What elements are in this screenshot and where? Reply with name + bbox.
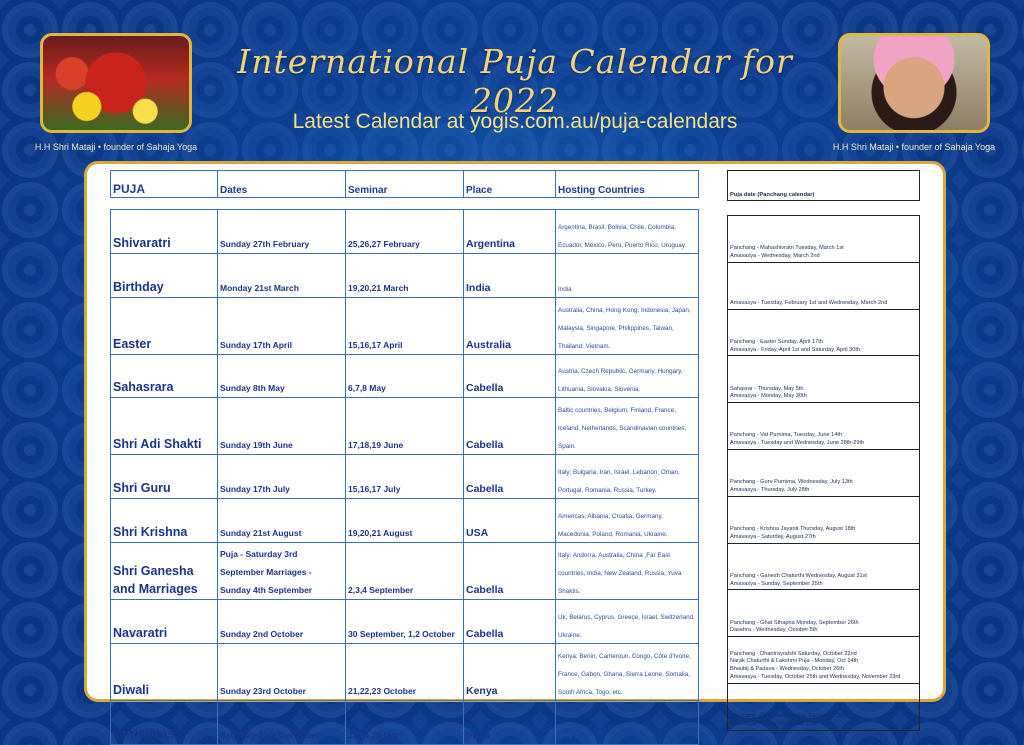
place-cell: Cabella xyxy=(466,627,504,640)
hosting-cell: India xyxy=(558,285,572,293)
panchang-row xyxy=(728,543,920,590)
panchang-row xyxy=(728,403,920,450)
table-row xyxy=(111,700,699,744)
header-place: Place xyxy=(464,171,556,198)
panchang-line: Narak Chaturthi & Lakshmi Puja - Monday, Oct 24th xyxy=(730,658,859,665)
seminar-cell: 19,20,21 August xyxy=(348,527,413,538)
table-header-row xyxy=(111,171,699,198)
panchang-line: Amavasya - Tuesday, October 25th and Wednesday, November 23rd xyxy=(730,674,901,681)
table-row xyxy=(111,542,699,599)
table-row xyxy=(111,398,699,455)
hosting-cell: Baltic countries, Belgium, Finland, France, Iceland, Netherlands, Scandinavian countries, Spain. xyxy=(558,407,687,451)
seminar-cell: 6,7,8 May xyxy=(348,383,386,394)
place-cell: Cabella xyxy=(466,483,504,496)
photo-left xyxy=(40,33,192,133)
table-row xyxy=(111,210,699,254)
panchang-line: Panchang - Easter Sunday, April 17th xyxy=(730,338,823,345)
panchang-line: Panchang - Vat Purnima, Tuesday, June 14th xyxy=(730,432,843,439)
dates-cell: Sunday 19th June xyxy=(220,440,293,451)
dates-cell: Monday 21st March xyxy=(220,282,299,293)
seminar-cell: 23,24,25 Dec xyxy=(348,729,400,740)
puja-cell: Shri Guru xyxy=(113,481,171,496)
panchang-line: Amavasya - Friday, April 1st and Saturday, April 30th xyxy=(730,346,861,353)
seminar-cell: 2,3,4 September xyxy=(348,584,414,595)
header-hosting: Hosting Countries xyxy=(556,171,699,198)
puja-cell: Shri Ganesha and Marriages xyxy=(113,563,198,596)
hosting-cell: Americas, Albania, Croatia, Germany, Macedonia, Poland, Romania, Ukraine. xyxy=(558,512,668,538)
seminar-cell: 30 September, 1,2 October xyxy=(348,628,455,639)
hosting-cell: Kenya; Benin, Cameroun, Congo, Côte d'Ivoire, France, Gabon, Ghana, Sierra Leone, Somalia, South Africa, Togo, etc. xyxy=(558,652,691,696)
place-cell: Argentina xyxy=(466,237,516,250)
panchang-line: Amavasya - Sunday, September 25th xyxy=(730,580,823,587)
panchang-line: Sahasrar - Thursday, May 5th xyxy=(730,385,804,392)
puja-cell: Easter xyxy=(113,336,152,351)
dates-cell: Sunday 17th April xyxy=(220,339,292,350)
table-row xyxy=(111,499,699,543)
hosting-cell: Argentina, Brasil, Bolivia, Chile, Colombia, Ecuador, México, Perú, Puerto Rico, Uruguay. xyxy=(558,223,687,249)
panchang-line: Panchang - Ghat Sthapna Monday, September 26th xyxy=(730,619,859,626)
dates-cell: Sunday 23rd October xyxy=(220,685,306,696)
header-dates: Dates xyxy=(218,171,346,198)
hosting-cell: Italy; Bulgaria, Iran, Israel, Lebanon, Oman, Portugal, Romania, Russia, Turkey. xyxy=(558,469,680,495)
page-title: International Puja Calendar for 2022 xyxy=(237,42,793,120)
panchang-line: Amavasya - Monday, May 30th xyxy=(730,393,807,400)
place-cell: India xyxy=(466,281,491,294)
dates-cell: Sunday 2nd October xyxy=(220,628,304,639)
puja-cell: Sahasrara xyxy=(113,380,174,395)
seminar-cell: 25,26,27 February xyxy=(348,238,420,249)
place-cell: Australia xyxy=(466,338,511,351)
panchang-line: Bhaubij & Padava - Wednesday, October 26th xyxy=(730,666,844,673)
panchang-header-row xyxy=(728,171,920,201)
place-cell: Kenya xyxy=(466,684,498,697)
puja-cell: Navaratri xyxy=(113,625,168,640)
dates-cell: Puja - Saturday 3rd September Marriages - Sunday 4th September xyxy=(220,548,313,595)
panchang-gap xyxy=(728,201,920,216)
hosting-cell: Australia, China, Hong Kong, Indonesia, Japan, Malaysia, Singapore, Philippines, Taiwan, Thailand, Vietnam. xyxy=(558,306,691,350)
table-row xyxy=(111,297,699,354)
place-cell: USA xyxy=(466,526,489,539)
dates-cell: Sunday 27th February xyxy=(220,238,310,249)
panchang-line: Panchang - Ganesh Chaturthi Wednesday, August 31st xyxy=(730,572,867,579)
header-puja: PUJA xyxy=(111,171,218,198)
table-row xyxy=(111,455,699,499)
panchang-row xyxy=(728,683,920,730)
puja-cell: Christmas xyxy=(113,726,175,741)
puja-cell: Shivaratri xyxy=(113,235,171,250)
header-seminar: Seminar xyxy=(346,171,464,198)
panchang-line: Panchang - Guru Purnima, Wednesday, July 13th xyxy=(730,479,853,486)
hosting-cell: Uk; Belarus, Cyprus, Greece, Israel, Switzerland, Ukraine. xyxy=(558,613,695,639)
panchang-row xyxy=(728,449,920,496)
panchang-line: Amavasya - Tuesday, February 1st and Wednesday, March 2nd xyxy=(730,299,888,306)
panchang-header: Puja date (Panchang calendar) xyxy=(728,171,920,201)
place-cell: India xyxy=(466,728,491,741)
panchang-row xyxy=(728,356,920,403)
place-cell: Cabella xyxy=(466,439,504,452)
panchang-line: Amavasya - Saturday, August 27th xyxy=(730,533,816,540)
panchang-row xyxy=(728,590,920,637)
panchang-row xyxy=(728,496,920,543)
panchang-table xyxy=(727,170,920,731)
hosting-cell: Italy; Andorra, Australia, China ,Far East countries, India, New Zealand, Russia, Yuva Shaktis. xyxy=(558,551,682,595)
puja-cell: Birthday xyxy=(113,279,164,294)
puja-cell: Diwali xyxy=(113,682,150,697)
seminar-cell: 19,20,21 March xyxy=(348,282,409,293)
page-subtitle: Latest Calendar at yogis.com.au/puja-calendars xyxy=(292,110,738,133)
panchang-row xyxy=(728,637,920,684)
seminar-cell: 15,16,17 April xyxy=(348,339,403,350)
place-cell: Cabella xyxy=(466,382,504,395)
panchang-row xyxy=(728,262,920,309)
dates-cell: Saturday 25th December xyxy=(220,729,320,740)
panchang-line: Panchang - Dhantrayodshi Saturday, October 22nd xyxy=(730,650,857,657)
panchang-line: Amavasya - Tuesday and Wednesday, June 28th-29th xyxy=(730,440,865,447)
dates-cell: Sunday 21st August xyxy=(220,527,302,538)
seminar-cell: 15,16,17 July xyxy=(348,484,401,495)
table-row xyxy=(111,643,699,700)
table-row xyxy=(111,253,699,297)
puja-cell: Shri Krishna xyxy=(113,524,188,539)
table-row xyxy=(111,599,699,643)
table-gap xyxy=(111,198,699,210)
panchang-line: Amavasya - Friday, December 23rd xyxy=(730,720,818,727)
panchang-row xyxy=(728,216,920,263)
panchang-line: Panchang - Mahashivratri Tuesday, March 1st xyxy=(730,245,844,252)
puja-cell: Shri Adi Shakti xyxy=(113,437,202,452)
dates-cell: Sunday 8th May xyxy=(220,383,285,394)
photo-right xyxy=(838,33,990,133)
table-row xyxy=(111,354,699,398)
caption-right: H.H Shri Mataji • founder of Sahaja Yoga xyxy=(832,142,996,152)
panchang-line: Dasehra - Wednesday, October 5th xyxy=(730,627,818,634)
seminar-cell: 21,22,23 October xyxy=(348,685,417,696)
panchang-line: Amavasya - Thursday, July 28th xyxy=(730,486,810,493)
dates-cell: Sunday 17th July xyxy=(220,484,290,495)
panchang-row xyxy=(728,309,920,356)
caption-left: H.H Shri Mataji • founder of Sahaja Yoga xyxy=(34,142,198,152)
place-cell: Cabella xyxy=(466,583,504,596)
panchang-line: Panchang - Christmas Sunday, December 25th xyxy=(730,713,847,720)
hosting-cell: Austria, Czech Republic, Germany, Hungary, Lithuania, Slovakia, Slovenia. xyxy=(558,368,683,394)
panchang-line: Panchang - Krishna Jayanti Thursday, August 18th xyxy=(730,525,856,532)
puja-table xyxy=(110,170,699,745)
panchang-line: Amavasya - Wednesday, March 2nd xyxy=(730,252,820,259)
hosting-cell: India xyxy=(558,732,572,740)
seminar-cell: 17,18,19 June xyxy=(348,440,404,451)
